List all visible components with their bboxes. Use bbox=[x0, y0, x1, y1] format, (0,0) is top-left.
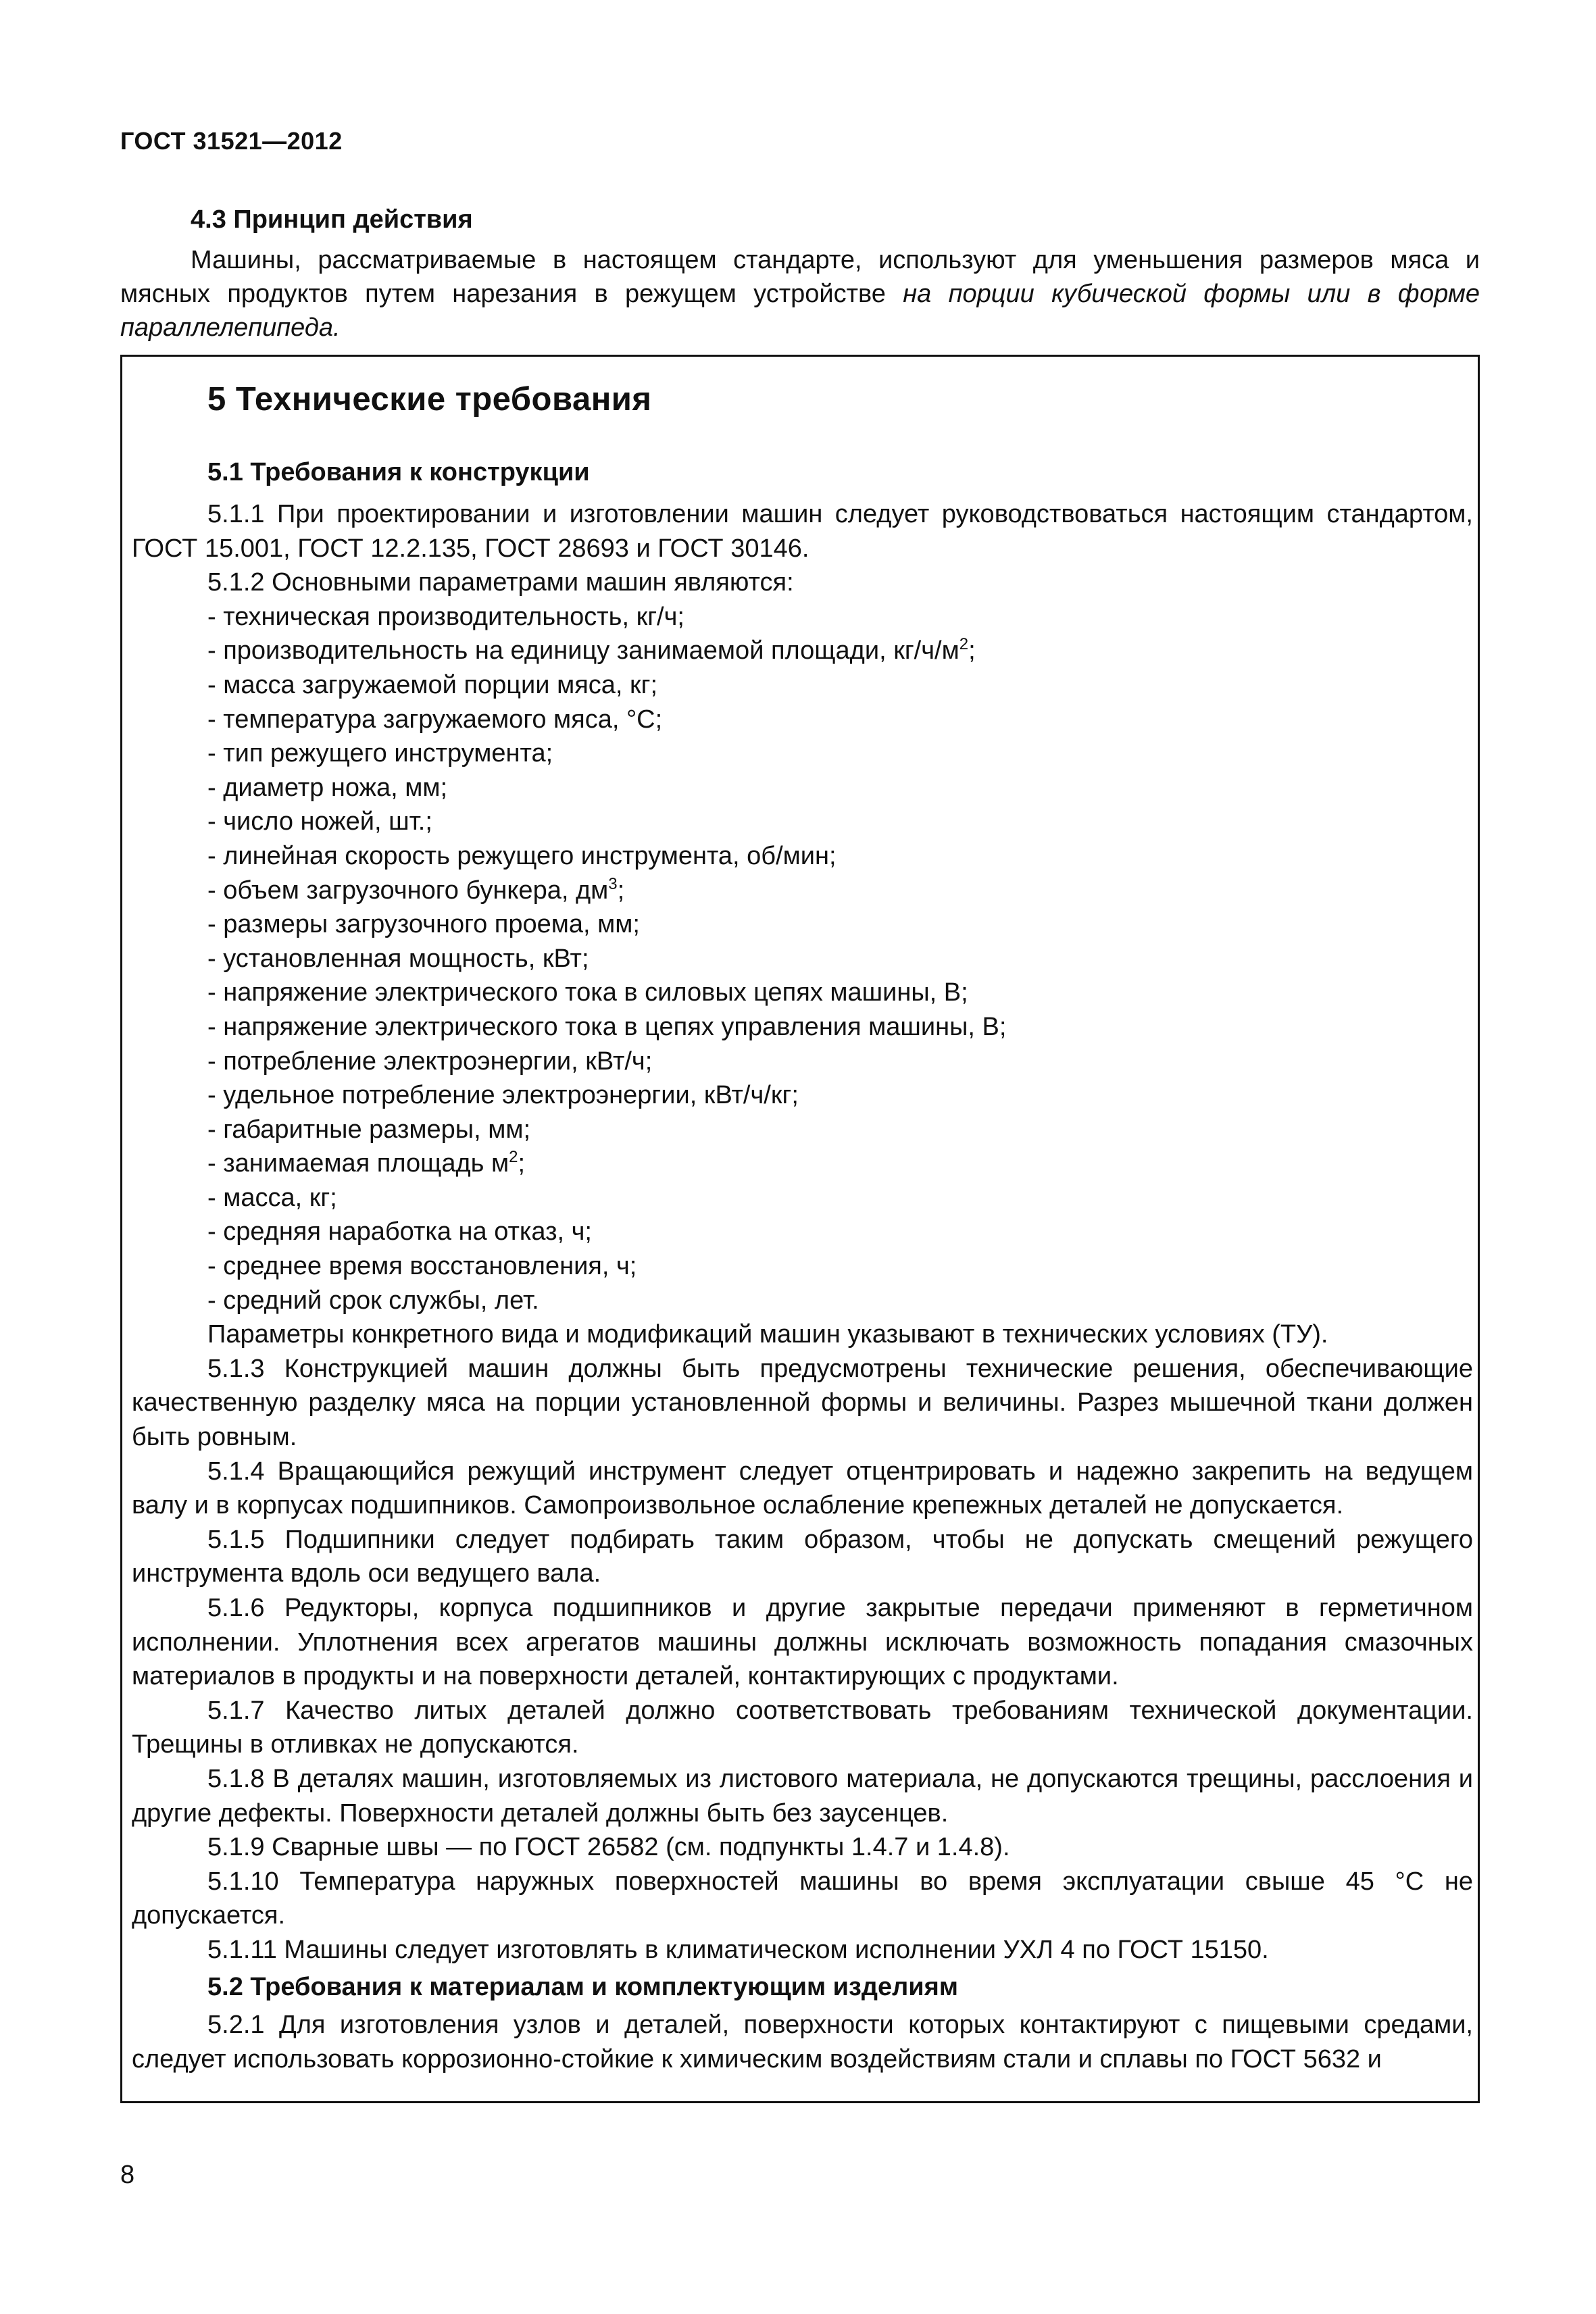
param-item: - среднее время восстановления, ч; bbox=[207, 1252, 637, 1281]
paragraph-5-1-3: 5.1.3 Конструкцией машин должны быть предусмотрены технические решения, обеспечивающие качественную разделку мяса на порции установленной формы и величины. Разрез мышечной ткани должен быть ровным. bbox=[132, 1354, 1473, 1452]
subsection-5-2-heading: 5.2 Требования к материалам и комплектующим изделиям bbox=[207, 1972, 958, 2001]
params-note: Параметры конкретного вида и модификаций машин указывают в технических условиях (ТУ). bbox=[207, 1320, 1328, 1349]
param-item: - масса, кг; bbox=[207, 1183, 337, 1212]
param-item: - тип режущего инструмента; bbox=[207, 739, 553, 768]
param-item: - объем загрузочного бункера, $дм^3$; bbox=[207, 874, 625, 905]
section-4-3 bbox=[120, 203, 1480, 345]
subsection-5-1-heading: 5.1 Требования к конструкции bbox=[207, 458, 590, 486]
param-item: - линейная скорость режущего инструмента, об/мин; bbox=[207, 841, 837, 870]
paragraph-5-1-11: 5.1.11 Машины следует изготовлять в климатическом исполнении УХЛ 4 по ГОСТ 15150. bbox=[207, 1935, 1269, 1964]
param-item: - масса загружаемой порции мяса, кг; bbox=[207, 670, 658, 699]
paragraph-5-1-4: 5.1.4 Вращающийся режущий инструмент следует отцентрировать и надежно закрепить на ведущем валу и в корпусах подшипников. Самопроизвольное ослабление крепежных деталей не допускается. bbox=[132, 1457, 1473, 1520]
document-header: ГОСТ 31521—2012 bbox=[120, 127, 343, 155]
param-item: - установленная мощность, кВт; bbox=[207, 944, 589, 973]
param-item: - напряжение электрического тока в силовых цепях машины, В; bbox=[207, 978, 968, 1007]
page-number: 8 bbox=[120, 2161, 135, 2189]
paragraph-5-2-1: 5.2.1 Для изготовления узлов и деталей, поверхности которых контактируют с пищевыми средами, следует использовать коррозионно-стойкие к химическим воздействиям стали и сплавы по ГОСТ 5632 и bbox=[132, 2011, 1473, 2073]
section-4-3-text bbox=[120, 243, 1480, 345]
paragraph-5-1-1: 5.1.1 При проектировании и изготовлении машин следует руководствоваться настоящим стандартом, ГОСТ 15.001, ГОСТ 12.2.135, ГОСТ 28693 и ГОСТ 30146. bbox=[132, 500, 1473, 563]
param-item: - занимаемая площадь $м^2$; bbox=[207, 1148, 526, 1178]
param-item: - средняя наработка на отказ, ч; bbox=[207, 1217, 592, 1247]
param-item: - средний срок службы, лет. bbox=[207, 1286, 539, 1315]
section-4-3-heading: 4.3 Принцип действия bbox=[191, 205, 473, 234]
param-item: - потребление электроэнергии, кВт/ч; bbox=[207, 1047, 653, 1076]
paragraph-5-1-9: 5.1.9 Сварные швы — по ГОСТ 26582 (см. подпункты 1.4.7 и 1.4.8). bbox=[207, 1833, 1010, 1862]
section-5-body bbox=[132, 497, 1473, 2076]
section-5-title: 5 Технические требования bbox=[207, 381, 652, 418]
param-item: - производительность на единицу занимаемой площади, $кг/ч/м^2$; bbox=[207, 635, 976, 665]
section-5-frame bbox=[120, 355, 1480, 2103]
param-item: - число ножей, шт.; bbox=[207, 807, 432, 836]
paragraph-5-1-10: 5.1.10 Температура наружных поверхностей машины во время эксплуатации свыше 45 °С не допускается. bbox=[132, 1867, 1473, 1930]
param-item: - удельное потребление электроэнергии, кВт/ч/кг; bbox=[207, 1081, 799, 1110]
param-item: - температура загружаемого мяса, °С; bbox=[207, 705, 663, 734]
paragraph-5-1-6: 5.1.6 Редукторы, корпуса подшипников и другие закрытые передачи применяют в герметичном исполнении. Уплотнения всех агрегатов машины должны исключать возможность попадания смазочных материалов в продукты и на поверхности деталей, контактирующих с продуктами. bbox=[132, 1594, 1473, 1691]
paragraph-5-1-8: 5.1.8 В деталях машин, изготовляемых из листового материала, не допускаются трещины, расслоения и другие дефекты. Поверхности деталей должны быть без заусенцев. bbox=[132, 1764, 1473, 1828]
paragraph-5-1-7: 5.1.7 Качество литых деталей должно соответствовать требованиям технической документации. Трещины в отливках не допускаются. bbox=[132, 1696, 1473, 1759]
paragraph-5-1-2: 5.1.2 Основными параметрами машин являются: bbox=[207, 568, 794, 597]
param-item: - габаритные размеры, мм; bbox=[207, 1115, 531, 1144]
param-item: - размеры загрузочного проема, мм; bbox=[207, 910, 640, 939]
param-item: - диаметр ножа, мм; bbox=[207, 773, 448, 802]
paragraph-5-1-5: 5.1.5 Подшипники следует подбирать таким образом, чтобы не допускать смещений режущего инструмента вдоль оси ведущего вала. bbox=[132, 1525, 1473, 1588]
section-4-3-text-italic: на порции кубической формы или в форме параллелепипеда. bbox=[120, 280, 1480, 342]
param-item: - техническая производительность, кг/ч; bbox=[207, 602, 684, 631]
param-item: - напряжение электрического тока в цепях управления машины, В; bbox=[207, 1012, 1007, 1041]
section-4-3-text-regular: Машины, рассматриваемые в настоящем стандарте, используют для уменьшения размеров мяса и мясных продуктов путем нарезания в режущем устройстве bbox=[120, 246, 1480, 308]
